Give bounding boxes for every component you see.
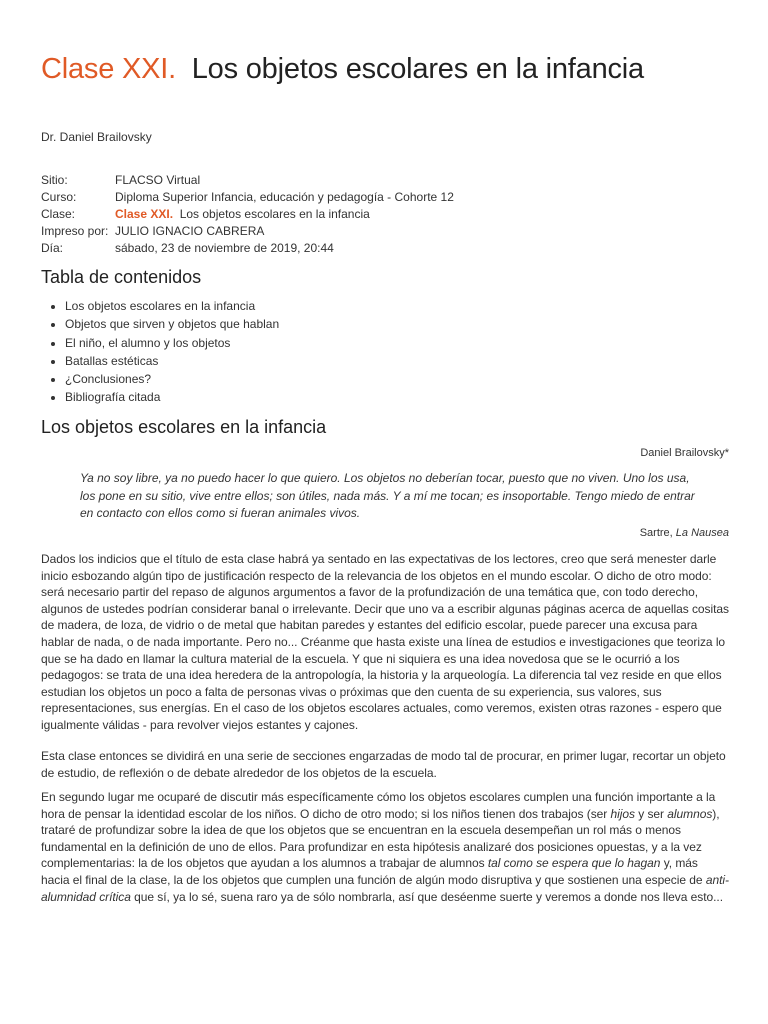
epigraph-quote: Ya no soy libre, ya no puedo hacer lo que quiero. Los objetos no deberían tocar, puesto que no viven. Uno los usa, los pone en su sitio, vive entre ellos; son útiles, nada más. Y a mí me tocan; es insoportable. Tengo miedo de entrar en contacto con ellos como si fueran animales vivos. (80, 471, 695, 520)
meta-value: Los objetos escolares en la infancia (179, 207, 370, 221)
toc-item[interactable] (65, 352, 279, 370)
epigraph-work: La Nausea (675, 527, 729, 539)
paragraph-2: Esta clase entonces se dividirá en una serie de secciones engarzadas de modo tal de procurar, en primer lugar, recortar un objeto de estudio, de reflexión o de debate alrededor de los objetos de la escuela. (41, 749, 726, 780)
meta-value: sábado, 23 de noviembre de 2019, 20:44 (115, 241, 334, 255)
toc-item-label[interactable]: Bibliografía citada (65, 390, 161, 405)
title-class-number: Clase XXI. (41, 53, 176, 85)
epigraph-source (640, 527, 729, 539)
meta-label: Clase: (41, 207, 76, 221)
meta-value: JULIO IGNACIO CABRERA (115, 224, 265, 238)
page-title (41, 52, 729, 86)
paragraph-3 (41, 789, 729, 905)
paragraph-1: Dados los indicios que el título de esta clase habrá ya sentado en las expectativas de los lectores, creo que será menester darle inicio esbozando algún tipo de justificación respecto de la relevancia de los objetos en el mundo escolar. O dicho de otro modo: será necesario partir del repaso de algunos argumentos a favor de la profundización de una temática que, con todo derecho, algunos de ustedes podrían considerar banal o irrelevante. Decir que uno va a escribir algunas páginas acerca de aquellas cositas de madera, de loza, de vidrio o de metal que habitan paredes y estantes del edificio escolar, puede parecer una excusa para hablar de nada, o de nada importante. Pero no... Créanme que hasta existe una línea de estudios e investigaciones que teoriza lo que se ha dado en llamar la cultura material de la escuela. Y que ni siquiera es una idea novedosa que se le ocurrió a los pedagogos: se trata de una idea heredera de la antropología, la historia y la arqueología. La diferencia tal vez reside en que ellos estudian los objetos un poco a falta de personas vivas o próximas que den cuenta de su experiencia, sus valores, sus representaciones, sus energías. En el caso de los objetos escolares actuales, como veremos, existen otras razones - espero que igualmente válidas - para revolver viejos estantes y cajones. (41, 552, 729, 732)
paragraph-3-text: En segundo lugar me ocuparé de discutir más específicamente cómo los objetos escolares cumplen una función importante a la hora de pensar la identidad escolar de los niños. O dicho de otro modo; si los niños tienen dos trabajos (ser (41, 790, 716, 821)
paragraph-3-text: ), trataré de profundizar sobre la idea de que los objetos que se encuentran en la escuela desempeñan un rol más o menos fundamental en la definición de uno de ellos. Para profundizar en esta hipótesis analizaré dos posiciones opuestas, y a la vez complementarias: la de los objetos que ayudan a los alumnos a trabajar de alumnos (41, 806, 720, 871)
paragraph-3-italic: anti-alumnidad crítica (41, 872, 729, 904)
meta-label: Curso: (41, 190, 77, 204)
toc-item-label[interactable]: ¿Conclusiones? (65, 372, 152, 387)
meta-label: Impreso por: (41, 224, 109, 238)
meta-row-class (41, 206, 454, 223)
metadata-block (41, 172, 454, 257)
toc-item[interactable] (65, 370, 279, 388)
section-byline: Daniel Brailovsky* (640, 447, 729, 459)
toc-item[interactable] (65, 315, 279, 333)
toc-item[interactable] (65, 388, 279, 406)
meta-row-course (41, 189, 454, 206)
meta-value: Diploma Superior Infancia, educación y pedagogía - Cohorte 12 (115, 190, 454, 204)
epigraph-author: Sartre, (639, 527, 673, 539)
meta-value: FLACSO Virtual (115, 173, 201, 187)
table-of-contents (41, 297, 279, 407)
paragraph-3-text: y, más hacia el final de la clase, la de los objetos que cumplen una función de algún modo disruptiva y que sostienen una especie de (41, 856, 706, 887)
paragraph-3-text: y ser (634, 806, 668, 821)
paragraph-3-italic: hijos (610, 806, 635, 821)
meta-row-printed-by (41, 223, 454, 240)
section-heading: Los objetos escolares en la infancia (41, 417, 327, 437)
paragraph-3-italic: alumnos (667, 806, 713, 821)
toc-item-label[interactable]: Objetos que sirven y objetos que hablan (65, 317, 280, 332)
meta-row-date (41, 240, 454, 257)
meta-class-number: Clase XXI. (115, 207, 174, 221)
paragraph-3-italic: tal como se espera que lo hagan (487, 856, 661, 871)
author-name: Dr. Daniel Brailovsky (41, 130, 152, 144)
toc-item-label[interactable]: Batallas estéticas (65, 353, 159, 368)
paragraph-3-text: que sí, ya lo sé, suena raro ya de sólo nombrarla, así que deséenme suerte y veremos a donde nos lleva esto... (130, 889, 723, 904)
title-text: Los objetos escolares en la infancia (191, 53, 644, 85)
toc-item-label[interactable]: Los objetos escolares en la infancia (65, 299, 256, 313)
toc-heading: Tabla de contenidos (41, 267, 202, 287)
meta-label: Día: (41, 241, 64, 255)
toc-item-label[interactable]: El niño, el alumno y los objetos (65, 335, 231, 350)
meta-label: Sitio: (41, 173, 68, 187)
meta-row-site (41, 172, 454, 189)
toc-item[interactable] (65, 297, 279, 315)
toc-item[interactable] (65, 334, 279, 352)
